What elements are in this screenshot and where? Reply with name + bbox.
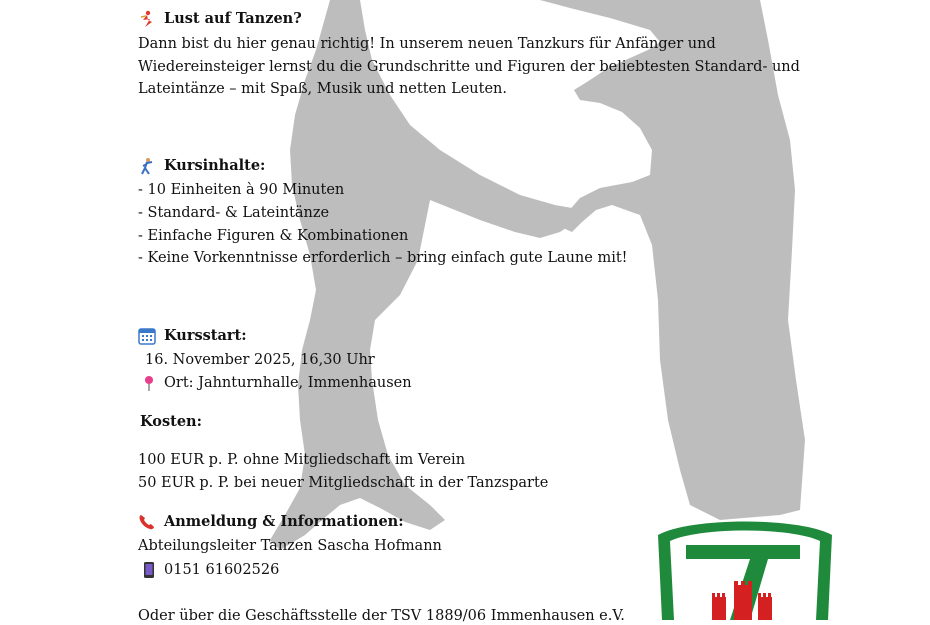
- contents-item-4: - Keine Vorkenntnisse erforderlich – bring einfach gute Laune mit!: [138, 250, 628, 266]
- contents-item-2: - Standard- & Lateintänze: [138, 205, 330, 221]
- costs-line-2: 50 EUR p. P. bei neuer Mitgliedschaft in der Tanzsparte: [138, 475, 549, 491]
- contact-phone: 0151 61602526: [164, 562, 280, 578]
- contact-office: Oder über die Geschäftsstelle der TSV 1889/06 Immenhausen e.V.: [138, 608, 625, 624]
- start-location: Ort: Jahnturnhalle, Immenhausen: [164, 375, 412, 391]
- intro-heading: Lust auf Tanzen?: [164, 10, 302, 27]
- costs-line-1: 100 EUR p. P. ohne Mitgliedschaft im Verein: [138, 452, 466, 468]
- costs-heading: Kosten:: [140, 413, 202, 430]
- contents-item-1: - 10 Einheiten à 90 Minuten: [138, 182, 345, 198]
- telephone-icon: [138, 513, 156, 531]
- contents-item-3: - Einfache Figuren & Kombinationen: [138, 228, 409, 244]
- intro-line-2: Wiedereinsteiger lernst du die Grundschritte und Figuren der beliebtesten Standard- und: [138, 59, 800, 75]
- start-heading: Kursstart:: [164, 327, 247, 344]
- man-dancing-icon: [138, 157, 156, 175]
- club-logo: [650, 515, 840, 620]
- intro-line-1: Dann bist du hier genau richtig! In unserem neuen Tanzkurs für Anfänger und: [138, 36, 716, 52]
- contact-heading: Anmeldung & Informationen:: [164, 513, 404, 530]
- dancer-icon: [138, 10, 156, 28]
- start-date: 16. November 2025, 16,30 Uhr: [145, 352, 375, 368]
- contact-person: Abteilungsleiter Tanzen Sascha Hofmann: [138, 538, 442, 554]
- calendar-icon: [138, 327, 156, 345]
- intro-line-3: Lateintänze – mit Spaß, Musik und netten Leuten.: [138, 81, 507, 97]
- pin-icon: [140, 374, 158, 392]
- mobile-phone-icon: [140, 561, 158, 579]
- contents-heading: Kursinhalte:: [164, 157, 266, 174]
